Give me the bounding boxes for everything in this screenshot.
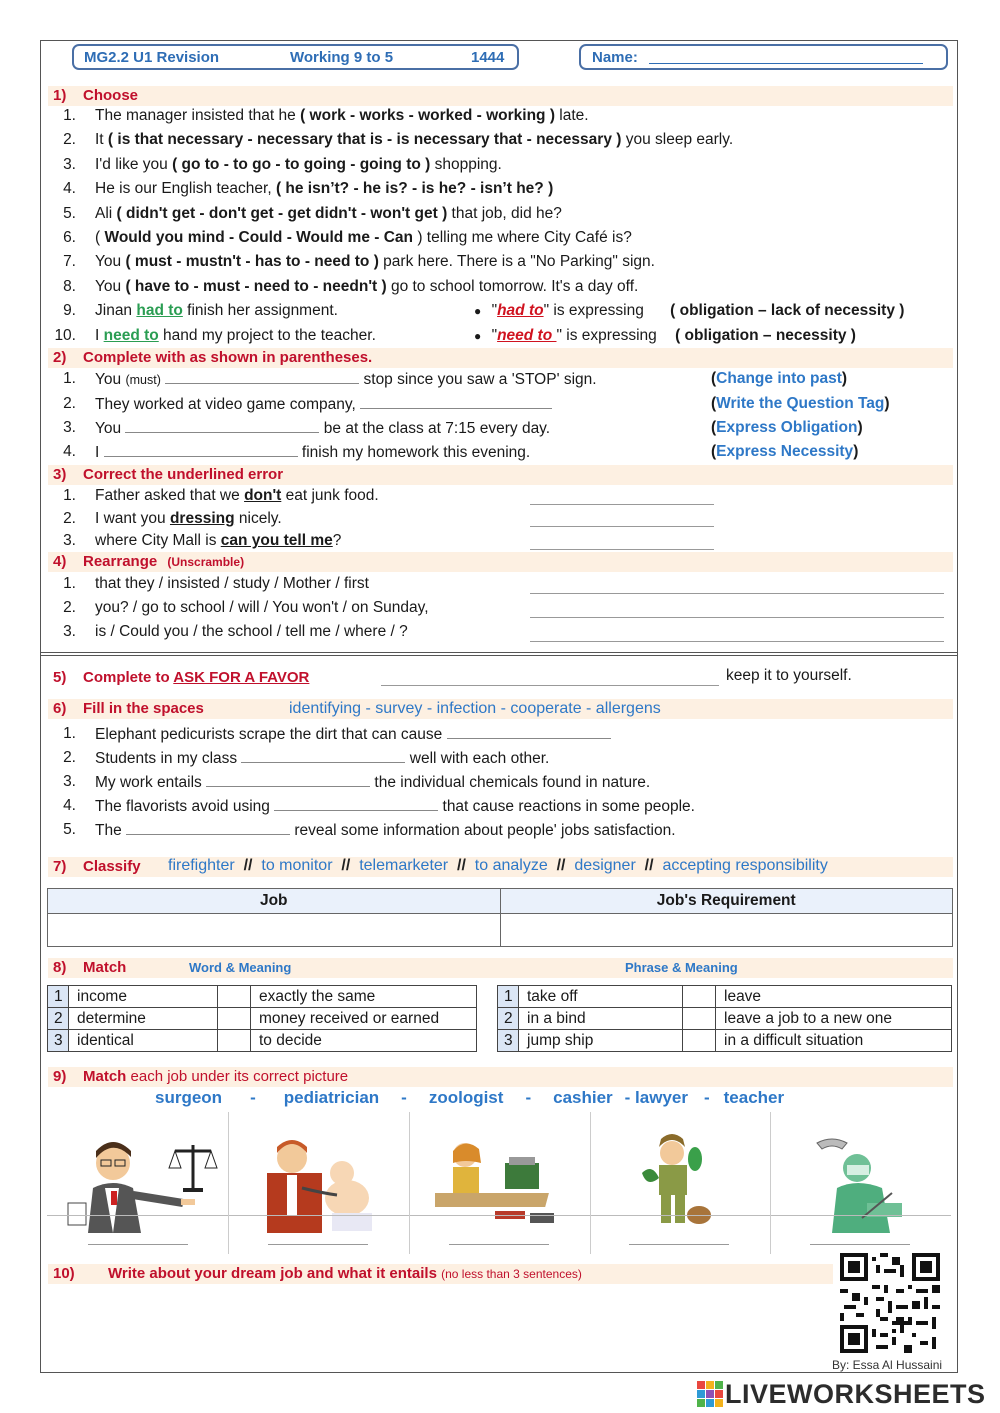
answer-blank[interactable] — [165, 370, 359, 384]
section-number: 1) — [53, 87, 67, 104]
liveworksheets-icon — [697, 1381, 723, 1407]
section-title: Match — [83, 959, 127, 976]
section-title: Choose — [83, 87, 139, 104]
qr-code — [840, 1253, 940, 1353]
s5-tail: keep it to yourself. — [726, 667, 852, 684]
match-subtitle-words: Word & Meaning — [189, 960, 292, 975]
answer-line[interactable] — [530, 640, 944, 642]
options-choice[interactable]: ( he isn’t? - he is? - is he? - isn’t he? ) — [275, 180, 554, 198]
pictures-row — [47, 1112, 951, 1254]
section-title: Rearrange (Unscramble) — [83, 553, 245, 570]
options-choice[interactable]: ( didn't get - don't get - get didn't - won't get ) — [116, 204, 448, 222]
answer-blank[interactable] — [88, 1243, 188, 1245]
match-input[interactable] — [683, 1008, 716, 1030]
s1-item-9-question: ● "had to" is expressing ( obligation – lack of necessity ) — [474, 302, 905, 319]
section-number: 10) — [53, 1265, 75, 1282]
requirement-drop-cell[interactable] — [500, 914, 953, 947]
options-choice[interactable]: ( have to - must - need to - needn't ) — [125, 277, 387, 295]
name-label: Name: — [592, 49, 638, 66]
options-choice[interactable]: ( is that necessary - necessary that is - is necessary that - necessary ) — [107, 131, 622, 149]
table-row: 3 identical to decide — [48, 1030, 477, 1052]
word-bank: identifying - survey - infection - cooperate - allergens — [289, 700, 661, 717]
options-choice[interactable]: ( go to - to go - to going - going to ) — [172, 155, 431, 173]
section-2-header — [48, 348, 953, 368]
section-number: 7) — [53, 858, 67, 875]
name-input[interactable] — [649, 63, 923, 64]
cashier-picture — [435, 1112, 575, 1254]
lawyer-picture — [53, 1112, 229, 1254]
answer-blank[interactable] — [241, 749, 405, 763]
zoologist-picture — [637, 1112, 717, 1254]
answer-blank[interactable] — [530, 525, 714, 527]
options-choice[interactable]: ( obligation – lack of necessity ) — [670, 302, 905, 319]
section-number: 5) — [53, 669, 67, 686]
classify-word-bank: firefighter // to monitor // telemarketer // to analyze // designer // accepting responsibility — [168, 857, 828, 874]
options-choice[interactable]: Would you mind - Could - Would me - Can — [104, 229, 414, 246]
section-number: 9) — [53, 1068, 67, 1085]
match-input[interactable] — [683, 986, 716, 1008]
answer-blank[interactable] — [530, 503, 714, 505]
unit-title: Working 9 to 5 — [290, 49, 394, 66]
answer-line[interactable] — [381, 684, 719, 686]
section-number: 2) — [53, 349, 67, 366]
section-title: Correct the underlined error — [83, 466, 284, 483]
match-subtitle-phrases: Phrase & Meaning — [625, 960, 738, 975]
classify-table — [47, 888, 953, 947]
match-input[interactable] — [218, 1008, 251, 1030]
answer-blank[interactable] — [126, 821, 290, 835]
column-header-requirement: Job's Requirement — [500, 889, 953, 914]
table-row: 3 jump ship in a difficult situation — [498, 1030, 952, 1052]
match-input[interactable] — [218, 986, 251, 1008]
brand-name: LIVEWORKSHEETS — [725, 1379, 986, 1409]
section-4-header — [48, 552, 953, 572]
section-title: Write about your dream job and what it entails (no less than 3 sentences) — [108, 1265, 582, 1282]
answer-line[interactable] — [530, 616, 944, 618]
options-choice[interactable]: ( work - works - worked - working ) — [300, 107, 555, 124]
job-drop-cell[interactable] — [48, 914, 501, 947]
section-9-header — [48, 1067, 953, 1087]
answer-blank[interactable] — [268, 1243, 368, 1245]
options-choice[interactable]: ( obligation – necessity ) — [675, 327, 856, 344]
section-number: 6) — [53, 700, 67, 717]
answer-blank[interactable] — [104, 443, 298, 457]
table-row: 2 determine money received or earned — [48, 1008, 477, 1030]
answer-blank[interactable] — [449, 1243, 549, 1245]
answer-line[interactable] — [530, 592, 944, 594]
match-input[interactable] — [218, 1030, 251, 1052]
answer-blank[interactable] — [360, 395, 552, 409]
answer-blank[interactable] — [206, 773, 370, 787]
section-number: 3) — [53, 466, 67, 483]
section-10-header — [48, 1264, 833, 1284]
section-title: Complete with as shown in parentheses. — [83, 349, 373, 366]
hint-4: (Express Necessity) — [711, 443, 859, 460]
match-table-phrases — [497, 985, 952, 1052]
section-title: Classify — [83, 858, 141, 875]
answer-blank[interactable] — [447, 725, 611, 739]
job-word-bank: surgeon - pediatrician - zoologist - cashier - lawyer - teacher — [155, 1088, 785, 1107]
column-header-job: Job — [48, 889, 501, 914]
hint-1: (Change into past) — [711, 370, 848, 387]
pediatrician-picture — [247, 1112, 407, 1254]
section-3-header — [48, 465, 953, 485]
section-8-header — [48, 958, 953, 978]
hint-3: (Express Obligation) — [711, 419, 863, 436]
section-title: Complete to ASK FOR A FAVOR — [83, 669, 310, 686]
section-1-header — [48, 86, 953, 106]
answer-blank[interactable] — [629, 1243, 729, 1245]
course-code: MG2.2 U1 Revision — [84, 49, 220, 66]
answer-row-divider — [47, 1215, 951, 1216]
table-row: 1 income exactly the same — [48, 986, 477, 1008]
table-row: 1 take off leave — [498, 986, 952, 1008]
table-row: 2 in a bind leave a job to a new one — [498, 1008, 952, 1030]
name-box — [579, 44, 948, 70]
section-title: Match each job under its correct picture — [83, 1068, 349, 1085]
options-choice[interactable]: ( must - mustn't - has to - need to ) — [125, 253, 379, 271]
header-title-box — [72, 44, 519, 70]
section-number: 4) — [53, 553, 67, 570]
section-title: Fill in the spaces — [83, 700, 204, 717]
hint-2: (Write the Question Tag) — [711, 395, 890, 412]
s1-item-10-question: ● "need to " is expressing ( obligation – necessity ) — [474, 327, 856, 344]
surgeon-picture — [812, 1112, 912, 1254]
match-table-words — [47, 985, 477, 1052]
answer-blank[interactable] — [810, 1243, 910, 1245]
answer-blank[interactable] — [274, 797, 438, 811]
page-divider — [40, 652, 958, 656]
match-input[interactable] — [683, 1030, 716, 1052]
section-number: 8) — [53, 959, 67, 976]
year: 1444 — [471, 49, 505, 66]
answer-blank[interactable] — [125, 419, 319, 433]
author-credit: By: Essa Al Hussaini — [832, 1358, 943, 1372]
answer-blank[interactable] — [530, 548, 714, 550]
